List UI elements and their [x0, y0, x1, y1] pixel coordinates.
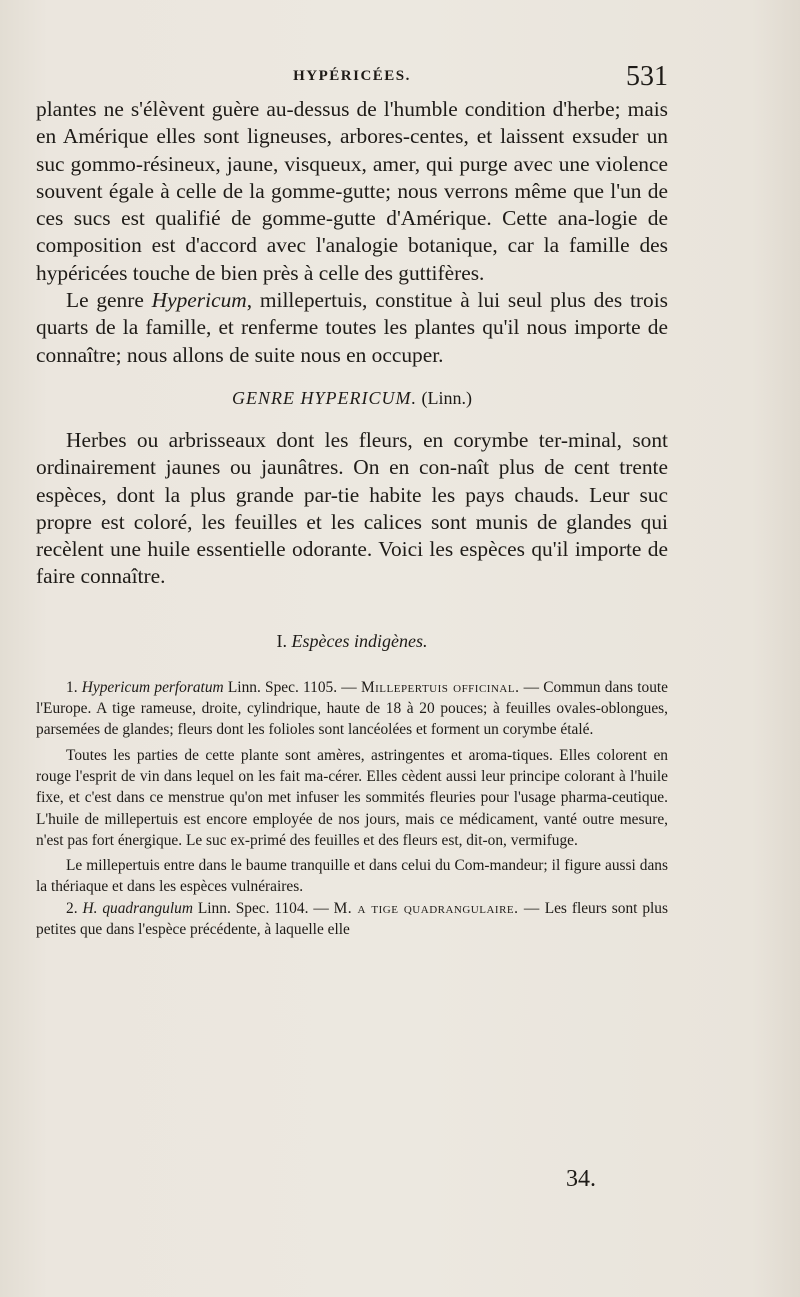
page-header	[36, 62, 668, 92]
species-number: 1.	[66, 678, 78, 696]
species-entry-1	[36, 677, 668, 741]
species-1-note-1: Toutes les parties de cette plante sont amères, astringentes et aroma-tiques. Elles colorent en rouge l'esprit de vin dans lequel on les fait ma-cérer. Elles cèdent aussi leur principe colorant à l'huile fixe, et c'est dans ce menstrue qu'on met infuser les sommités fleuries pour l'usage pharma-ceutique. L'huile de millepertuis est encore employée de nos jours, mais ce médicament, vanté outre mesure, n'est pas fort énergique. Le suc ex-primé des feuilles et des fleurs est, dit-on, vermifuge.	[36, 746, 668, 849]
species-latin-name: Hypericum perforatum	[81, 678, 224, 696]
genus-heading-authority: (Linn.)	[421, 387, 472, 408]
paragraph-intro: plantes ne s'élèvent guère au-dessus de l'humble condition d'herbe; mais en Amérique elles sont ligneuses, arbores-centes, et laissent exsuder un suc gommo-résineux, jaune, visqueux, amer, qui purge avec une violence souvent égale à celle de la gomme-gutte; nous verrons même que l'un de ces sucs est qualifié de gomme-gutte d'Amérique. Cette ana-logie de composition est d'accord avec l'analogie botanique, car la famille des hypéricées touche de bien près à celle des guttifères.	[36, 97, 668, 285]
species-reference: Linn. Spec. 1105. —	[227, 678, 357, 696]
page-number: 531	[626, 61, 668, 92]
genus-description: Herbes ou arbrisseaux dont les fleurs, en corymbe ter-minal, sont ordinairement jaunes ou jaunâtres. On en con-naît plus de cent trente espèces, dont la plus grande par-tie habite les pays chauds. Leur suc propre est coloré, les feuilles et les calices sont munis de glandes qui recèlent une huile essentielle odorante. Voici les espèces qu'il importe de faire connaître.	[36, 427, 668, 589]
species-reference: Linn. Spec. 1104. —	[197, 899, 329, 917]
paragraph-genre	[36, 287, 668, 369]
section-number: I.	[276, 630, 288, 651]
section-heading	[36, 629, 668, 653]
species-latin-name: H. quadrangulum	[82, 899, 193, 917]
species-1-note-2: Le millepertuis entre dans le baume tranquille et dans celui du Com-mandeur; il figure aussi dans la thériaque et dans les espèces vulnéraires.	[36, 857, 668, 896]
genus-heading-latin: GENRE HYPERICUM.	[232, 387, 417, 408]
species-number: 2.	[66, 899, 78, 917]
species-common-name: M. a tige quadrangulaire. —	[333, 899, 540, 917]
genus-name: Hypericum	[151, 288, 247, 313]
species-entry-2	[36, 898, 668, 941]
paragraph-genre-before: Le genre	[66, 288, 152, 313]
paragraph-genre-after: , millepertuis, constitue à lui seul plus des trois quarts de la famille, et renferme toutes les plantes qu'il nous importe de connaître; nous allons de suite nous en occuper.	[36, 288, 668, 367]
page-body	[36, 96, 668, 940]
species-description: — Commun dans toute l'Europe. A tige rameuse, droite, cylindrique, haute de 18 à 20 pouces; à feuilles ovales-oblongues, parsemées de glandes; fleurs dont les folioles sont lancéolées et forment un corymbe étalé.	[36, 678, 669, 739]
genus-heading	[36, 386, 668, 410]
signature-mark: 34.	[566, 1166, 596, 1192]
species-common-name: Millepertuis officinal.	[360, 678, 520, 696]
species-description: Les fleurs sont plus petites que dans l'espèce précédente, à laquelle elle	[36, 899, 668, 939]
running-head: HYPÉRICÉES.	[293, 68, 411, 84]
section-title: Espèces indigènes.	[291, 630, 428, 651]
